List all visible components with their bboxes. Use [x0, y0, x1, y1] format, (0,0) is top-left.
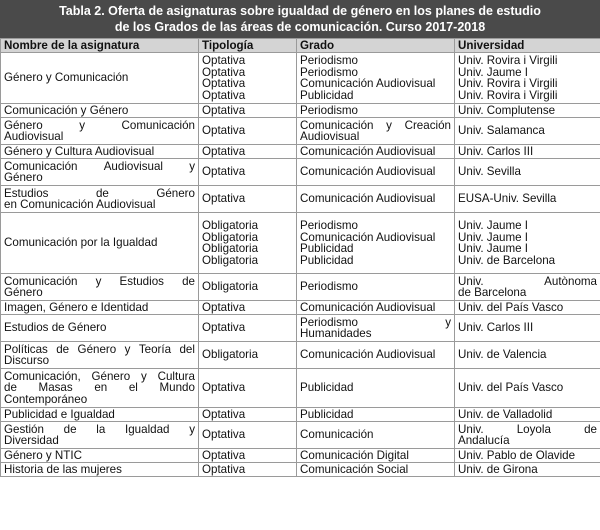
- tipologia-cell-line: Optativa: [202, 88, 246, 102]
- universidad-cell-line: Univ. Rovira i Virgili: [458, 88, 558, 102]
- tipologia-cell: [199, 342, 297, 369]
- table-row: [1, 104, 600, 118]
- subject-name-line: Discurso: [4, 354, 50, 367]
- tipologia-cell: [199, 159, 297, 186]
- universidad-cell: [455, 301, 600, 315]
- grado-cell: [297, 53, 455, 104]
- subject-name: [1, 186, 199, 213]
- tipologia-cell: [199, 422, 297, 449]
- tipologia-cell-line: Optativa: [202, 462, 246, 476]
- grado-cell-line: Publicidad: [300, 407, 354, 421]
- tipologia-cell: [199, 369, 297, 408]
- table-row: [1, 369, 600, 408]
- table-header-row: [1, 39, 600, 53]
- subject-name: [1, 422, 199, 449]
- grado-cell: [297, 104, 455, 118]
- tipologia-cell: [199, 408, 297, 422]
- subject-name: Publicidad e Igualdad: [1, 408, 199, 422]
- subject-name: [1, 369, 199, 408]
- universidad-cell-line: de Barcelona: [458, 286, 527, 299]
- grado-cell-line: Publicidad: [300, 253, 354, 267]
- grado-cell: [297, 159, 455, 186]
- grado-cell: [297, 369, 455, 408]
- tipologia-cell: [199, 301, 297, 315]
- subject-name-line: Estudios de Género: [4, 186, 195, 200]
- grado-cell-line: Publicidad: [300, 381, 354, 395]
- tipologia-cell-line: Optativa: [202, 192, 246, 206]
- tipologia-cell-line: Optativa: [202, 381, 246, 395]
- grado-cell-line: Periodismo y: [300, 315, 451, 329]
- subject-name-line: Políticas de Género y Teoría del: [4, 342, 195, 356]
- tipologia-cell: [199, 145, 297, 159]
- grado-cell-line: Comunicación Audiovisual: [300, 300, 436, 314]
- grado-cell: [297, 408, 455, 422]
- tipologia-cell-line: Optativa: [202, 407, 246, 421]
- universidad-cell-line: Univ. Pablo de Olavide: [458, 448, 576, 462]
- subject-name: [1, 274, 199, 301]
- universidad-cell-line: Univ. del País Vasco: [458, 381, 564, 395]
- universidad-cell-line: Univ. Sevilla: [458, 165, 521, 179]
- tipologia-cell-line: Optativa: [202, 54, 246, 67]
- tipologia-cell: [199, 274, 297, 301]
- grado-cell: [297, 274, 455, 301]
- grado-cell: [297, 449, 455, 463]
- universidad-cell-line: Univ. del País Vasco: [458, 300, 564, 314]
- subject-name: Género y NTIC: [1, 449, 199, 463]
- grado-cell: [297, 315, 455, 342]
- universidad-cell-line: Univ. de Barcelona: [458, 253, 556, 267]
- grado-cell-line: Publicidad: [300, 88, 354, 102]
- tipologia-cell-line: Optativa: [202, 165, 246, 179]
- tipologia-cell: [199, 213, 297, 274]
- table-row: [1, 449, 600, 463]
- tipologia-cell-line: Obligatoria: [202, 230, 259, 244]
- tipologia-cell: [199, 53, 297, 104]
- tipologia-cell-line: Obligatoria: [202, 253, 259, 267]
- subject-name: [1, 342, 199, 369]
- grado-cell-line: Comunicación Digital: [300, 448, 409, 462]
- grado-cell: [297, 463, 455, 477]
- grado-cell: [297, 213, 455, 274]
- header-nombre: Nombre de la asignatura: [1, 39, 199, 53]
- grado-cell-line: Periodismo: [300, 219, 358, 232]
- universidad-cell-line: EUSA-Univ. Sevilla: [458, 192, 557, 206]
- table-row: [1, 422, 600, 449]
- universidad-cell-line: Univ. Salamanca: [458, 124, 545, 138]
- subject-name: Género y Cultura Audiovisual: [1, 145, 199, 159]
- table-row: [1, 186, 600, 213]
- subject-name-line: Género: [4, 171, 43, 184]
- header-tipologia: Tipología: [199, 39, 297, 53]
- grado-cell-line: Comunicación Audiovisual: [300, 144, 436, 158]
- subject-name: Comunicación y Género: [1, 104, 199, 118]
- grado-cell-line: Comunicación Audiovisual: [300, 165, 436, 179]
- subject-name-line: Comunicación y Estudios de: [4, 274, 195, 288]
- table-caption: [0, 0, 600, 38]
- tipologia-cell-line: Optativa: [202, 448, 246, 462]
- universidad-cell: [455, 159, 600, 186]
- universidad-cell-line: Univ. Rovira i Virgili: [458, 54, 558, 67]
- tipologia-cell-line: Optativa: [202, 77, 246, 90]
- table-row: [1, 159, 600, 186]
- grado-cell: [297, 145, 455, 159]
- grado-cell-line: Periodismo: [300, 103, 358, 117]
- subject-name: Imagen, Género e Identidad: [1, 301, 199, 315]
- universidad-cell-line: Univ. Jaume I: [458, 219, 529, 232]
- universidad-cell-line: Univ. Complutense: [458, 103, 556, 117]
- universidad-cell: [455, 213, 600, 274]
- grado-cell-line: Periodismo: [300, 54, 358, 67]
- grado-cell-line: Periodismo: [300, 280, 358, 294]
- universidad-cell: [455, 408, 600, 422]
- tipologia-cell: [199, 463, 297, 477]
- caption-line-2: de los Grados de las áreas de comunicación. Curso 2017-2018: [114, 20, 486, 34]
- table-row: [1, 463, 600, 477]
- table-row: [1, 301, 600, 315]
- tipologia-cell-line: Optativa: [202, 321, 246, 335]
- header-universidad: Universidad: [455, 39, 600, 53]
- subject-name-line: de Masas en el Mundo: [4, 381, 195, 395]
- universidad-cell-line: Univ. Jaume I: [458, 242, 529, 255]
- subject-name: [1, 159, 199, 186]
- universidad-cell-line: Univ. de Valladolid: [458, 407, 553, 421]
- table-row: [1, 315, 600, 342]
- universidad-cell: [455, 369, 600, 408]
- tipologia-cell-line: Obligatoria: [202, 219, 259, 232]
- caption-line-1: Tabla 2. Oferta de asignaturas sobre igualdad de género en los planes de estudio: [59, 4, 541, 18]
- universidad-cell-line: Univ. Jaume I: [458, 65, 529, 79]
- subject-name: Comunicación por la Igualdad: [1, 213, 199, 274]
- universidad-cell: [455, 274, 600, 301]
- universidad-cell-line: Univ. Rovira i Virgili: [458, 77, 558, 90]
- universidad-cell: [455, 186, 600, 213]
- table-row: [1, 118, 600, 145]
- grado-cell-line: Publicidad: [300, 242, 354, 255]
- universidad-cell-line: Univ. de Girona: [458, 462, 538, 476]
- grado-cell-line: Comunicación Audiovisual: [300, 77, 436, 90]
- universidad-cell: [455, 118, 600, 145]
- grado-cell-line: Audiovisual: [300, 130, 360, 143]
- subject-name: [1, 118, 199, 145]
- grado-cell: [297, 118, 455, 145]
- grado-cell-line: Periodismo: [300, 65, 358, 79]
- subject-name-line: Gestión de la Igualdad y: [4, 422, 195, 436]
- grado-cell-line: Comunicación: [300, 428, 374, 442]
- subject-name-line: Género y Comunicación: [4, 118, 195, 132]
- universidad-cell-line: Univ. de Valencia: [458, 348, 547, 362]
- subject-name-line: Comunicación, Género y Cultura: [4, 369, 195, 383]
- grado-cell-line: Comunicación Social: [300, 462, 409, 476]
- universidad-cell: [455, 145, 600, 159]
- subject-name-line: Contemporáneo: [4, 392, 88, 406]
- subject-name-line: Comunicación Audiovisual y: [4, 159, 195, 173]
- tipologia-cell-line: Obligatoria: [202, 348, 259, 362]
- table-row: [1, 53, 600, 104]
- universidad-cell: [455, 53, 600, 104]
- tipologia-cell: [199, 186, 297, 213]
- tipologia-cell: [199, 104, 297, 118]
- subject-name: Estudios de Género: [1, 315, 199, 342]
- subjects-table: [0, 38, 600, 477]
- table-row: [1, 408, 600, 422]
- universidad-cell-line: Univ. Carlos III: [458, 144, 534, 158]
- table-row: [1, 274, 600, 301]
- tipologia-cell: [199, 449, 297, 463]
- subject-name-line: Audiovisual: [4, 130, 64, 143]
- universidad-cell: [455, 315, 600, 342]
- universidad-cell: [455, 422, 600, 449]
- table-row: [1, 145, 600, 159]
- grado-cell: [297, 342, 455, 369]
- universidad-cell-line: Univ. Autònoma: [458, 274, 597, 288]
- tipologia-cell: [199, 118, 297, 145]
- universidad-cell: [455, 104, 600, 118]
- subject-name: Historia de las mujeres: [1, 463, 199, 477]
- tipologia-cell-line: Optativa: [202, 124, 246, 138]
- grado-cell-line: Comunicación Audiovisual: [300, 192, 436, 206]
- header-grado: Grado: [297, 39, 455, 53]
- tipologia-cell-line: Obligatoria: [202, 280, 259, 294]
- tipologia-cell-line: Optativa: [202, 103, 246, 117]
- table-body: [1, 53, 600, 477]
- grado-cell-line: Humanidades: [300, 327, 372, 340]
- universidad-cell-line: Andalucía: [458, 434, 510, 447]
- grado-cell: [297, 301, 455, 315]
- grado-cell: [297, 186, 455, 213]
- subject-name-line: en Comunicación Audiovisual: [4, 198, 156, 211]
- universidad-cell-line: Univ. Jaume I: [458, 230, 529, 244]
- universidad-cell: [455, 463, 600, 477]
- tipologia-cell-line: Optativa: [202, 428, 246, 442]
- grado-cell-line: Comunicación Audiovisual: [300, 348, 436, 362]
- table-row: [1, 213, 600, 274]
- tipologia-cell-line: Optativa: [202, 65, 246, 79]
- subject-name-line: Diversidad: [4, 434, 59, 447]
- tipologia-cell-line: Obligatoria: [202, 242, 259, 255]
- grado-cell-line: Comunicación Audiovisual: [300, 230, 436, 244]
- tipologia-cell-line: Optativa: [202, 300, 246, 314]
- tipologia-cell: [199, 315, 297, 342]
- tipologia-cell-line: Optativa: [202, 144, 246, 158]
- universidad-cell-line: Univ. Carlos III: [458, 321, 534, 335]
- grado-cell: [297, 422, 455, 449]
- subject-name-line: Género: [4, 286, 43, 299]
- universidad-cell: [455, 342, 600, 369]
- subject-name: Género y Comunicación: [1, 53, 199, 104]
- universidad-cell-line: Univ. Loyola de: [458, 422, 597, 436]
- table-row: [1, 342, 600, 369]
- universidad-cell: [455, 449, 600, 463]
- grado-cell-line: Comunicación y Creación: [300, 118, 451, 132]
